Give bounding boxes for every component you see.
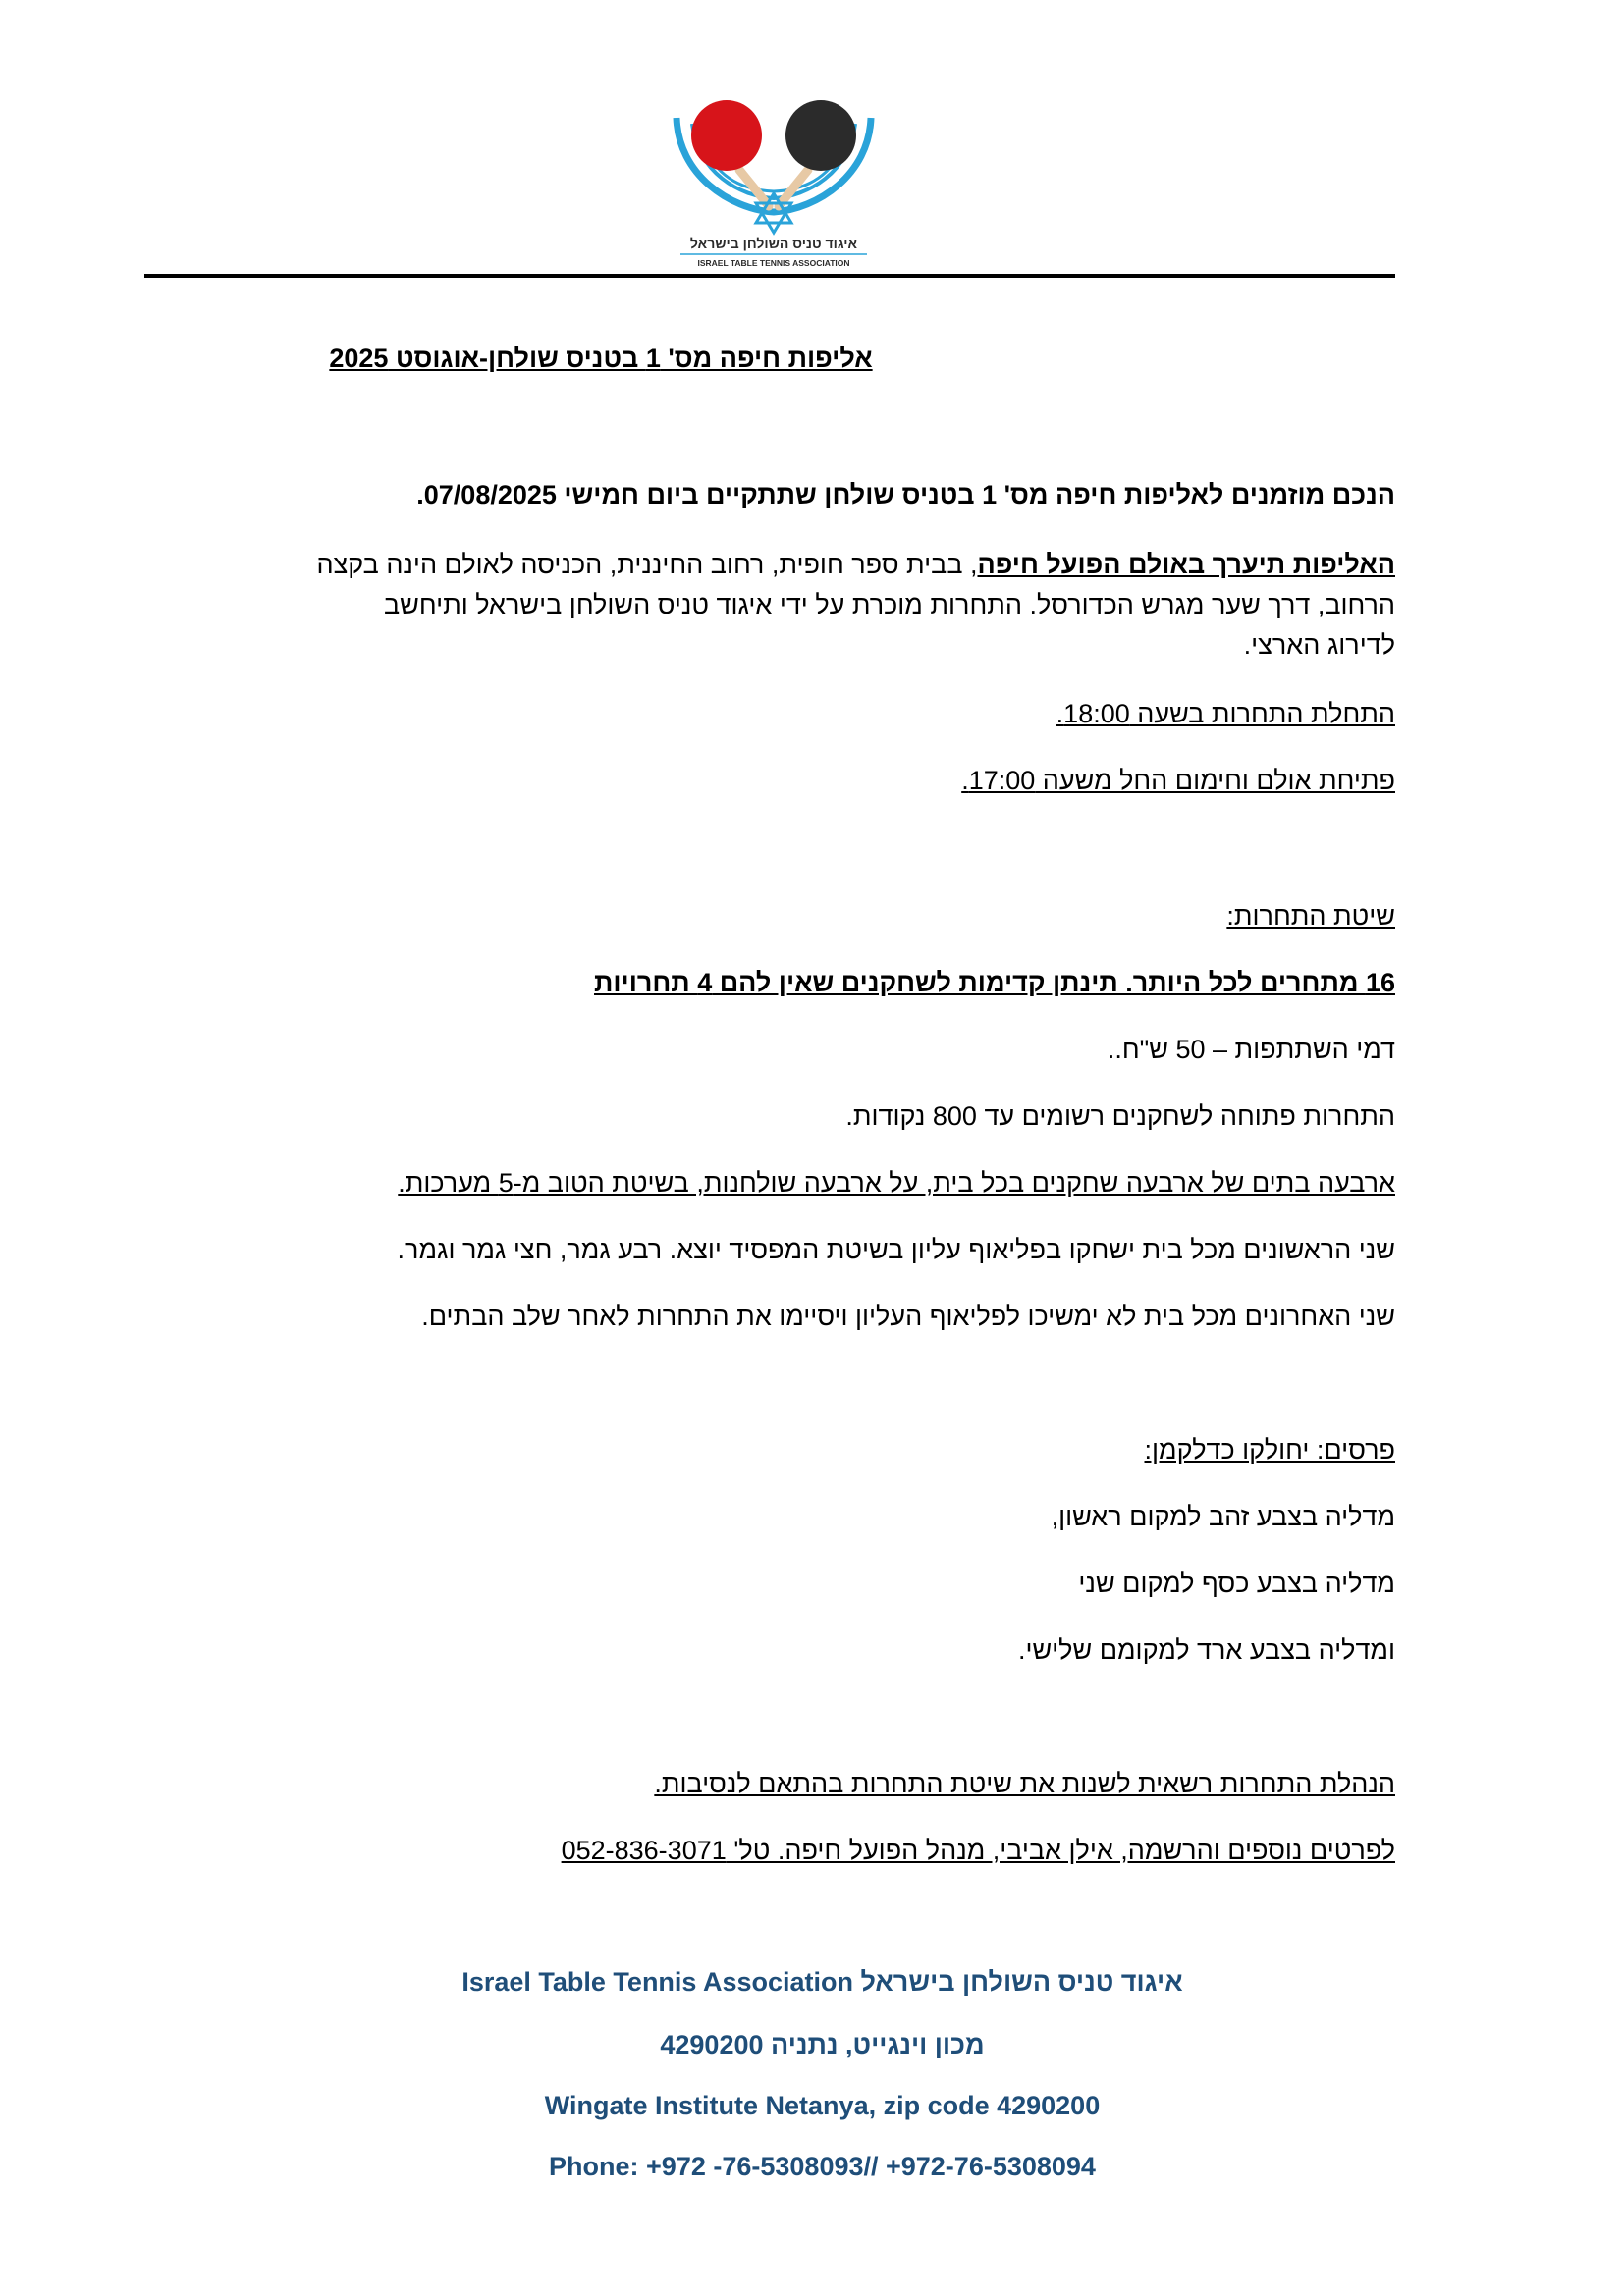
venue-line-1-rest: , בבית ספר חופית, רחוב החיננית, הכניסה לאולם הינה בקצה (316, 550, 978, 579)
open-to: התחרות פתוחה לשחקנים רשומים עד 800 נקודות. (845, 1101, 1395, 1131)
prize-gold: מדליה בצבע זהב למקום ראשון, (1051, 1502, 1395, 1531)
document-title: אליפות חיפה מס' 1 בטניס שולחן-אוגוסט 2025 (329, 344, 873, 373)
playoff-bottom-two: שני האחרונים מכל בית לא ימשיכו לפליאוף העליון ויסיימו את התחרות לאחר שלב הבתים. (421, 1302, 1395, 1331)
groups-format: ארבעה בתים של ארבעה שחקנים בכל בית, על ארבעה שולחנות, בשיטת הטוב מ-5 מערכות. (398, 1168, 1395, 1198)
format-heading: שיטת התחרות: (1226, 901, 1395, 931)
footer-association-name: Israel Table Tennis Association איגוד טניס השולחן בישראל (461, 1967, 1183, 1997)
start-time: התחלת התחרות בשעה 18:00. (1056, 699, 1395, 728)
prize-silver: מדליה בצבע כסף למקום שני (1078, 1569, 1395, 1598)
venue-line-2: הרחוב, דרך שער מגרש הכדורסל. התחרות מוכרת על ידי איגוד טניס השולחן בישראל ותיחשב (384, 590, 1395, 619)
venue-line-1 (316, 545, 1395, 585)
footer-phone: Phone: +972 -76-5308093// +972-76-5308094 (549, 2152, 1096, 2181)
header-divider (144, 274, 1395, 278)
max-players: 16 מתחרים לכל היותר. תינתן קדימות לשחקנים שאין להם 4 תחרויות (594, 968, 1395, 997)
playoff-top-two: שני הראשונים מכל בית ישחקו בפליאוף עליון בשיטת המפסיד יוצא. רבע גמר, חצי גמר וגמר. (397, 1235, 1395, 1264)
black-paddle-icon (785, 100, 856, 171)
logo-english-name: ISRAEL TABLE TENNIS ASSOCIATION (697, 258, 850, 268)
prizes-heading: פרסים: יחולקו כדלקמן: (1144, 1435, 1395, 1465)
footer-address-hebrew: מכון וינגייט, נתניה 4290200 (660, 2030, 985, 2059)
hall-open-time: פתיחת אולם וחימום החל משעה 17:00. (961, 766, 1395, 795)
ittf-logo (671, 96, 877, 270)
venue-highlight: האליפות תיערך באולם הפועל חיפה (977, 550, 1395, 579)
intro-paragraph: הנכם מוזמנים לאליפות חיפה מס' 1 בטניס שולחן שתתקיים ביום חמישי 07/08/2025. (416, 480, 1395, 509)
contact-line: לפרטים נוספים והרשמה, אילן אביבי, מנהל הפועל חיפה. טל' 052-836-3071 (561, 1836, 1395, 1865)
footer-address-english: Wingate Institute Netanya, zip code 4290200 (544, 2091, 1101, 2120)
logo-hebrew-name: איגוד טניס השולחן בישראל (689, 236, 858, 251)
entry-fee: דמי השתתפות – 50 ש"ח.. (1107, 1035, 1395, 1064)
prize-bronze: ומדליה בצבע ארד למקומם שלישי. (1017, 1635, 1395, 1665)
red-paddle-icon (691, 100, 762, 171)
management-note: הנהלת התחרות רשאית לשנות את שיטת התחרות בהתאם לנסיבות. (654, 1769, 1395, 1798)
venue-line-3: לדירוג הארצי. (1243, 630, 1395, 660)
